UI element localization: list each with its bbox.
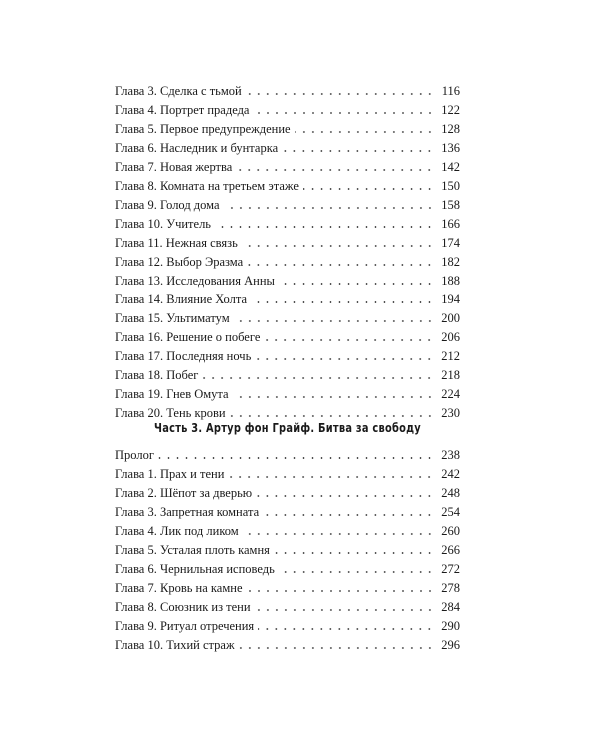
toc-entry — [115, 615, 460, 633]
toc-entry-title: Глава 18. Побег — [115, 368, 199, 383]
dot-leader — [258, 628, 434, 630]
toc-entry-page: 272 — [441, 561, 460, 576]
toc-entry — [115, 463, 460, 481]
toc-entry-title: Глава 19. Гнев Омута — [115, 387, 229, 402]
toc-entry-title: Пролог — [115, 448, 154, 462]
toc-entry-title: Глава 10. Тихий страж — [115, 637, 235, 652]
toc-entry-page: 260 — [441, 523, 460, 538]
toc-entry-title: Глава 7. Новая жертва — [115, 159, 233, 174]
toc-entry-title: Глава 14. Влияние Холта — [115, 292, 248, 307]
toc-entry — [115, 213, 460, 231]
toc-entry-page: 136 — [441, 140, 460, 155]
dot-leader — [282, 150, 434, 152]
toc-entry-page: 188 — [441, 273, 460, 288]
dot-leader — [256, 495, 434, 497]
toc-entry-page: 230 — [441, 406, 460, 421]
dot-leader — [158, 457, 434, 459]
toc-entry-page: 254 — [441, 504, 460, 519]
part3-heading: Часть 3. Артур фон Грайф. Битва за свободу — [154, 421, 421, 435]
dot-leader — [247, 590, 435, 592]
toc-entry-page: 238 — [441, 448, 460, 462]
toc-entry-page: 242 — [441, 466, 460, 481]
toc-entry — [115, 520, 460, 538]
toc-entry-title: Глава 13. Исследования Анны — [115, 273, 275, 288]
toc-entry-page: 284 — [441, 599, 460, 614]
dot-leader — [243, 533, 434, 535]
toc-entry-title: Глава 16. Решение о побеге — [115, 330, 261, 345]
toc-entry-page: 200 — [441, 311, 460, 326]
toc-entry — [115, 364, 460, 382]
toc-entry — [115, 118, 460, 136]
toc-entry-title: Глава 10. Учитель — [115, 216, 212, 231]
dot-leader — [230, 415, 434, 417]
toc-entry — [115, 137, 460, 155]
toc-entry-title: Глава 2. Шёпот за дверью — [115, 485, 253, 500]
dot-leader — [202, 377, 434, 379]
toc-entry-title: Глава 8. Комната на третьем этаже — [115, 178, 299, 193]
dot-leader — [247, 264, 434, 266]
toc-entry — [115, 482, 460, 500]
dot-leader — [239, 647, 434, 649]
toc-entry-page: 266 — [441, 542, 460, 557]
toc-entry-title: Глава 15. Ультиматум — [115, 311, 230, 326]
dot-leader — [254, 112, 435, 114]
toc-entry-page: 278 — [441, 580, 460, 595]
toc-entry — [115, 232, 460, 250]
toc-entry — [115, 444, 460, 462]
toc-entry-page: 166 — [441, 216, 460, 231]
toc-entry-title: Глава 5. Первое предупреждение — [115, 121, 291, 136]
toc-entry — [115, 80, 460, 98]
toc-entry-title: Глава 6. Чернильная исповедь — [115, 561, 275, 576]
toc-entry — [115, 402, 460, 420]
toc-entry-page: 158 — [441, 197, 460, 212]
dot-leader — [236, 169, 434, 171]
toc-entry-page: 116 — [441, 84, 460, 98]
toc-entry-title: Глава 4. Лик под ликом — [115, 523, 239, 538]
dot-leader — [279, 283, 434, 285]
toc-entry — [115, 270, 460, 288]
toc-entry-title: Глава 20. Тень крови — [115, 406, 226, 421]
toc-entry-title: Глава 4. Портрет прадеда — [115, 102, 250, 117]
dot-leader — [234, 320, 434, 322]
dot-leader — [233, 396, 434, 398]
toc-entry-page: 174 — [441, 235, 460, 250]
toc-entry-page: 194 — [441, 292, 460, 307]
toc-entry-title: Глава 1. Прах и тени — [115, 466, 225, 481]
toc-entry — [115, 194, 460, 212]
dot-leader — [295, 131, 434, 133]
dot-leader — [255, 358, 434, 360]
dot-leader — [251, 301, 434, 303]
toc-entry — [115, 383, 460, 401]
toc-entry-page: 296 — [441, 637, 460, 652]
toc-entry-page: 290 — [441, 618, 460, 633]
toc-entry-title: Глава 12. Выбор Эразма — [115, 254, 244, 269]
toc-entry — [115, 539, 460, 557]
dot-leader — [224, 207, 434, 209]
toc-entry-page: 122 — [441, 102, 460, 117]
dot-leader — [264, 339, 434, 341]
toc-entry-title: Глава 9. Ритуал отречения — [115, 618, 255, 633]
toc-entry-title: Глава 11. Нежная связь — [115, 235, 238, 250]
toc-entry-page: 128 — [441, 121, 460, 136]
toc-entry-page: 218 — [441, 368, 460, 383]
toc-entry-page: 142 — [441, 159, 460, 174]
toc-entry — [115, 558, 460, 576]
toc-entry-title: Глава 3. Сделка с тьмой — [115, 84, 242, 98]
toc-entry — [115, 501, 460, 519]
toc-entry — [115, 596, 460, 614]
toc-entry-title: Глава 3. Запретная комната — [115, 504, 260, 519]
toc-entry — [115, 326, 460, 344]
toc-entry-page: 150 — [441, 178, 460, 193]
toc-entry-title: Глава 17. Последняя ночь — [115, 349, 252, 364]
toc-entry-page: 224 — [441, 387, 460, 402]
dot-leader — [246, 93, 434, 95]
toc-entry — [115, 99, 460, 117]
toc-entry-page: 212 — [441, 349, 460, 364]
dot-leader — [228, 476, 434, 478]
dot-leader — [242, 245, 434, 247]
toc-entry-page: 248 — [441, 485, 460, 500]
dot-leader — [255, 609, 434, 611]
toc-entry — [115, 156, 460, 174]
toc-entry — [115, 251, 460, 269]
toc-entry-title: Глава 8. Союзник из тени — [115, 599, 251, 614]
dot-leader — [303, 188, 434, 190]
toc-entry-title: Глава 6. Наследник и бунтарка — [115, 140, 279, 155]
toc-entry-page: 182 — [441, 254, 460, 269]
toc-entry-title: Глава 9. Голод дома — [115, 197, 220, 212]
toc-entry — [115, 345, 460, 363]
toc-entry-page: 206 — [441, 330, 460, 345]
dot-leader — [279, 571, 434, 573]
toc-entry-title: Глава 7. Кровь на камне — [115, 580, 243, 595]
toc-entry — [115, 288, 460, 306]
toc-entry — [115, 307, 460, 325]
dot-leader — [274, 552, 434, 554]
toc-entry — [115, 175, 460, 193]
toc-entry — [115, 577, 460, 595]
dot-leader — [263, 514, 434, 516]
dot-leader — [215, 226, 434, 228]
toc-entry-title: Глава 5. Усталая плоть камня — [115, 542, 270, 557]
toc-entry — [115, 634, 460, 652]
